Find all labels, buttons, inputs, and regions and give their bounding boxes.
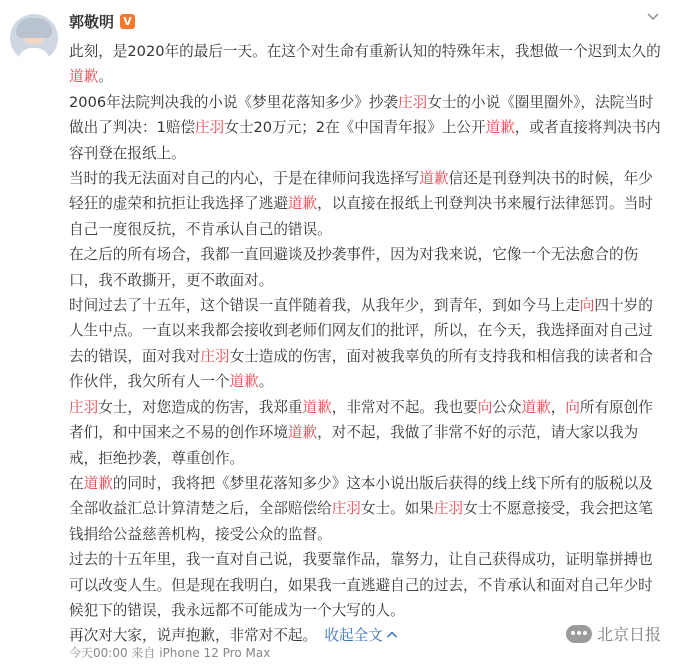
paragraph-5 <box>69 293 661 395</box>
watermark-text: 北京日报 <box>596 625 661 644</box>
text: 。 <box>98 68 113 86</box>
highlight-keyword[interactable]: 向 <box>579 297 595 315</box>
text: 四十岁的人生中点。一直以来我都会接收到老师们网友们的批评，所以，在今天，我选择面对自己过去的错误，面对我对 <box>69 297 653 365</box>
highlight-keyword[interactable]: 道歉 <box>419 170 449 188</box>
text: 女士。如果 <box>360 500 434 518</box>
text: 女士，对您造成的伤害，我郑重 <box>98 398 303 416</box>
text: 的同时，我将把《梦里花落知多少》这本小说出版后获得的线上线下所有的版税以及全部收益汇总计算清楚之后，全部赔偿给 <box>69 474 653 518</box>
highlight-keyword[interactable]: 道歉 <box>521 398 551 416</box>
verified-badge-icon: V <box>120 14 135 29</box>
post-meta <box>69 644 270 661</box>
highlight-keyword[interactable]: 庄羽 <box>69 398 99 416</box>
chevron-up-icon <box>386 630 398 639</box>
text: 公众 <box>492 398 522 416</box>
paragraph-3 <box>69 166 661 242</box>
highlight-keyword[interactable]: 道歉 <box>287 195 318 213</box>
highlight-keyword[interactable]: 道歉 <box>485 119 515 137</box>
text: ，非常对不起。我也要 <box>331 398 478 416</box>
text: 女士不愿意接受，我会把这笔钱捐给公益慈善机构，接受公众的监督。 <box>69 500 653 543</box>
highlight-keyword[interactable]: 庄羽 <box>200 347 230 365</box>
watermark <box>566 622 661 645</box>
text: ，以直接在报纸上刊登判决书来履行法律惩罚。当时自己一度很反抗，不肯承认自己的错误。 <box>69 195 653 238</box>
text: ，或者直接将判决书内容刊登在报纸上。 <box>69 119 661 162</box>
collapse-label: 收起全文 <box>324 627 383 645</box>
text: 。 <box>258 373 274 391</box>
text: 女士造成的伤害，面对被我辜负的所有支持我和相信我的读者和合作伙伴，我欠所有人一个 <box>69 347 653 391</box>
collapse-link[interactable] <box>324 627 397 644</box>
chevron-down-icon[interactable] <box>646 12 660 22</box>
avatar-hair <box>16 18 52 38</box>
highlight-keyword[interactable]: 道歉 <box>287 424 318 442</box>
text: 女士的小说《圈里圈外》，法院当时做出了判决：1赔偿 <box>69 93 654 137</box>
paragraph-1 <box>69 39 661 90</box>
text: 当时的我无法面对自己的内心，于是在律师问我选择写 <box>69 170 420 188</box>
highlight-keyword[interactable]: 道歉 <box>229 373 259 391</box>
paragraph-8: 过去的十五年里，我一直对自己说，我要靠作品，靠努力，让自己获得成功，证明靠拼搏也可以改变人生。但是现在我明白，如果我一直逃避自己的过去，不肯承认和面对自己年少时候犯下的错误，我永远都不可能成为一个大写的人。 <box>69 551 653 619</box>
highlight-keyword[interactable]: 道歉 <box>69 68 99 86</box>
text: 时间过去了十五年，这个错误一直伴随着我，从我年少，到青年，到如今马上走 <box>69 297 580 315</box>
post-content <box>69 39 661 649</box>
highlight-keyword[interactable]: 道歉 <box>83 474 113 492</box>
paragraph-4: 在之后的所有场合，我都一直回避谈及抄袭事件，因为对我来说，它像一个无法愈合的伤口，我不敢撕开，更不敢面对。 <box>69 246 639 289</box>
text: 在 <box>69 474 84 492</box>
text: 2006年法院判决我的小说《梦里花落知多少》抄袭 <box>69 93 399 111</box>
username[interactable]: 郭敬明 <box>69 13 115 31</box>
highlight-keyword[interactable]: 向 <box>565 398 580 416</box>
text: 信还是刊登判决书的时候，年少轻狂的虚荣和抗拒让我选择了逃避 <box>69 170 653 213</box>
text: 女士20万元；2在《中国青年报》上公开 <box>224 119 486 137</box>
highlight-keyword[interactable]: 庄羽 <box>331 500 361 518</box>
highlight-keyword[interactable]: 向 <box>477 398 493 416</box>
avatar-shirt <box>18 48 50 62</box>
post-source: 来自 iPhone 12 Pro Max <box>131 646 271 660</box>
highlight-keyword[interactable]: 庄羽 <box>195 119 225 137</box>
text: 所有原创作者们，和中国来之不易的创作环境 <box>69 398 653 442</box>
text: 此刻，是2020年的最后一天。在这个对生命有重新认知的特殊年末，我想做一个迟到太久的 <box>69 43 661 60</box>
text: ，对不起，我做了非常不好的示范，请大家以我为戒，拒绝抄袭，尊重创作。 <box>69 424 639 467</box>
wechat-icon <box>566 625 592 643</box>
paragraph-6 <box>69 395 661 471</box>
paragraph-2 <box>69 90 661 166</box>
highlight-keyword[interactable]: 道歉 <box>302 398 332 416</box>
text: 再次对大家，说声抱歉，非常对不起。 <box>69 627 310 645</box>
post-header <box>69 11 135 32</box>
paragraph-7 <box>69 471 661 547</box>
highlight-keyword[interactable]: 庄羽 <box>433 500 464 518</box>
post-time[interactable]: 今天00:00 <box>69 646 128 660</box>
avatar[interactable] <box>10 14 58 62</box>
highlight-keyword[interactable]: 庄羽 <box>398 93 428 111</box>
text: ， <box>550 398 566 416</box>
